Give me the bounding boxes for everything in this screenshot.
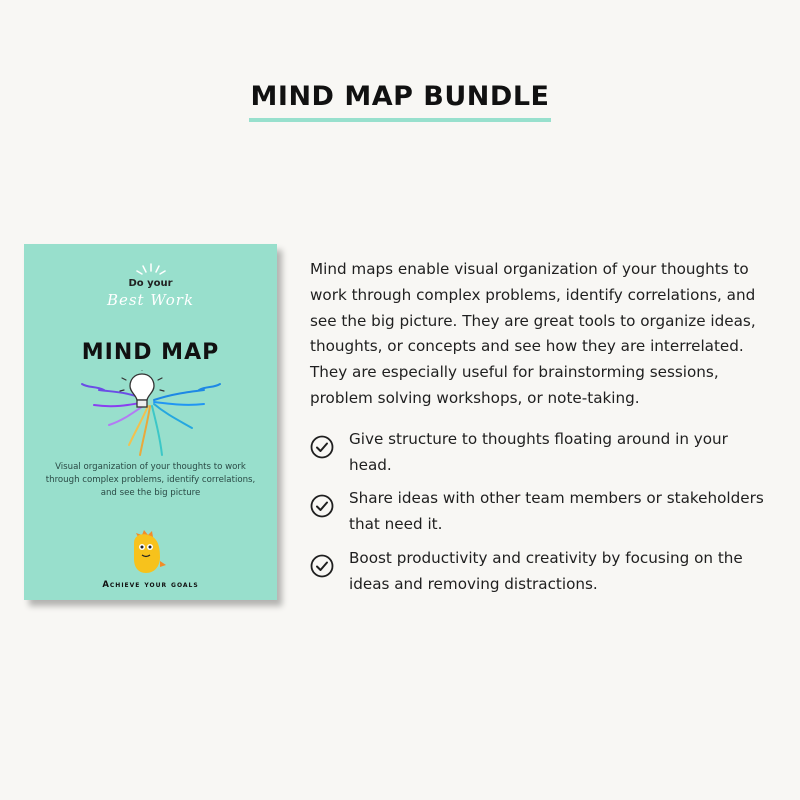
feature-list [310, 427, 775, 598]
product-description [310, 257, 775, 606]
feature-text: Give structure to thoughts floating around in your head. [349, 429, 728, 474]
feature-item [310, 427, 775, 479]
cover-footer: Achieve your goals [102, 580, 199, 590]
feature-item [310, 486, 775, 538]
check-circle-icon [310, 554, 334, 578]
cover-tagline-script: Best Work [106, 291, 195, 309]
cover-tagline-top: Do your [128, 278, 173, 289]
feature-text: Boost productivity and creativity by focusing on the ideas and removing distractions. [349, 548, 743, 593]
feature-text: Share ideas with other team members or stakeholders that need it. [349, 489, 764, 534]
cover-title: MIND MAP [81, 340, 220, 365]
product-cover-image [24, 244, 277, 600]
dinosaur-mascot-icon [128, 527, 168, 577]
feature-item [310, 546, 775, 598]
check-circle-icon [310, 494, 334, 518]
intro-paragraph: Mind maps enable visual organization of your thoughts to work through complex problems, identify correlations, and see the big picture. They are great tools to organize ideas, thoughts, or concepts and see how they are interrelated. They are especially useful for brainstorming sessions, problem solving workshops, or note-taking. [310, 260, 756, 407]
cover-description: Visual organization of your thoughts to work through complex problems, identify correlations, and see the big picture [45, 462, 256, 498]
check-circle-icon [310, 435, 334, 459]
header [0, 80, 800, 122]
page-title: MIND MAP BUNDLE [249, 80, 552, 122]
lightbulb-mind-map-icon [74, 370, 224, 460]
